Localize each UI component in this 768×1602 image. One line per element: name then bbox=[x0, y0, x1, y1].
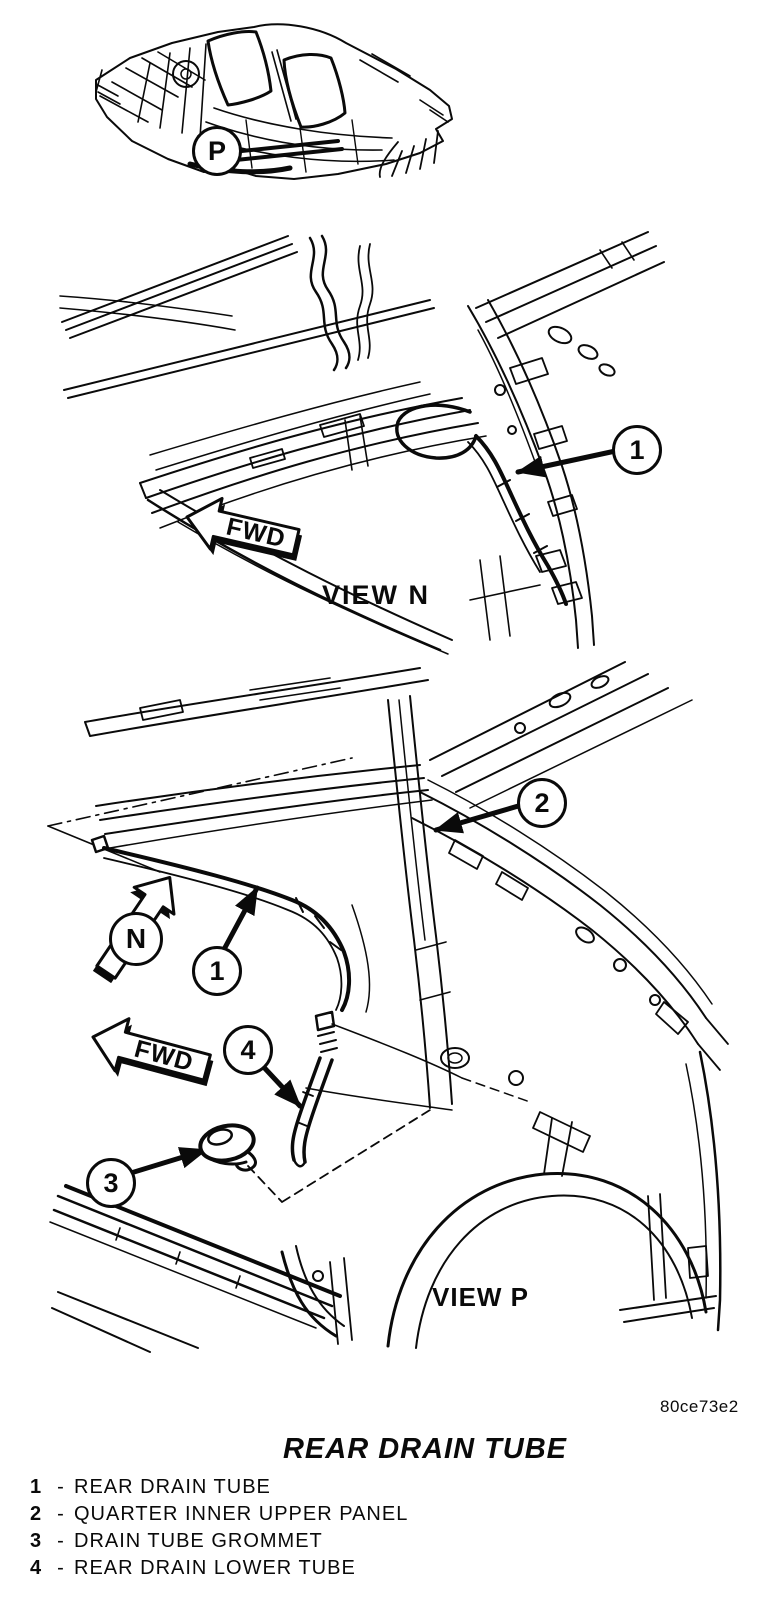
view-p-label: VIEW P bbox=[432, 1282, 530, 1312]
balloon-text: P bbox=[207, 135, 226, 166]
legend-item-separator: - bbox=[57, 1530, 65, 1552]
view-p-callout-balloon-3 bbox=[86, 1158, 136, 1208]
view-p-callout-balloon-1 bbox=[192, 946, 242, 996]
balloon-text: 4 bbox=[240, 1034, 256, 1065]
overview-callout-balloon-p bbox=[192, 126, 242, 176]
drain-tube-grommet-drawing bbox=[197, 1121, 257, 1170]
legend-item-number: 3 bbox=[30, 1530, 43, 1552]
legend-item bbox=[30, 1476, 590, 1503]
view-p-fwd-label: FWD bbox=[131, 1034, 197, 1078]
legend-item-number: 2 bbox=[30, 1503, 43, 1525]
balloon-text: 3 bbox=[103, 1167, 119, 1198]
legend-item-separator: - bbox=[57, 1557, 65, 1579]
figure-code: 80ce73e2 bbox=[660, 1397, 739, 1416]
legend-item-number: 1 bbox=[30, 1476, 43, 1498]
legend-item-label: QUARTER INNER UPPER PANEL bbox=[74, 1503, 409, 1525]
legend-item-label: REAR DRAIN LOWER TUBE bbox=[74, 1557, 356, 1579]
legend-item-number: 4 bbox=[30, 1557, 43, 1579]
legend-item bbox=[30, 1530, 590, 1557]
figure-title: REAR DRAIN TUBE bbox=[282, 1433, 568, 1465]
legend-item-label: REAR DRAIN TUBE bbox=[74, 1476, 271, 1498]
balloon-text: 2 bbox=[534, 787, 550, 818]
view-n-label: VIEW N bbox=[322, 580, 431, 610]
legend-item bbox=[30, 1503, 590, 1530]
view-n-fwd-label: FWD bbox=[223, 512, 289, 554]
balloon-text: 1 bbox=[209, 955, 225, 986]
overview-car-drawing bbox=[96, 24, 452, 179]
legend bbox=[30, 1476, 590, 1584]
view-p-direction-balloon-n bbox=[109, 912, 163, 966]
view-p-drawing bbox=[48, 662, 728, 1352]
legend-item-separator: - bbox=[57, 1476, 65, 1498]
balloon-text: N bbox=[125, 923, 147, 954]
view-p-callout-balloon-2 bbox=[517, 778, 567, 828]
view-p-callout-balloon-4 bbox=[223, 1025, 273, 1075]
legend-item bbox=[30, 1557, 590, 1584]
legend-item-separator: - bbox=[57, 1503, 65, 1525]
legend-item-label: DRAIN TUBE GROMMET bbox=[74, 1530, 323, 1552]
view-n-callout-balloon-1 bbox=[612, 425, 662, 475]
balloon-text: 1 bbox=[629, 434, 645, 465]
